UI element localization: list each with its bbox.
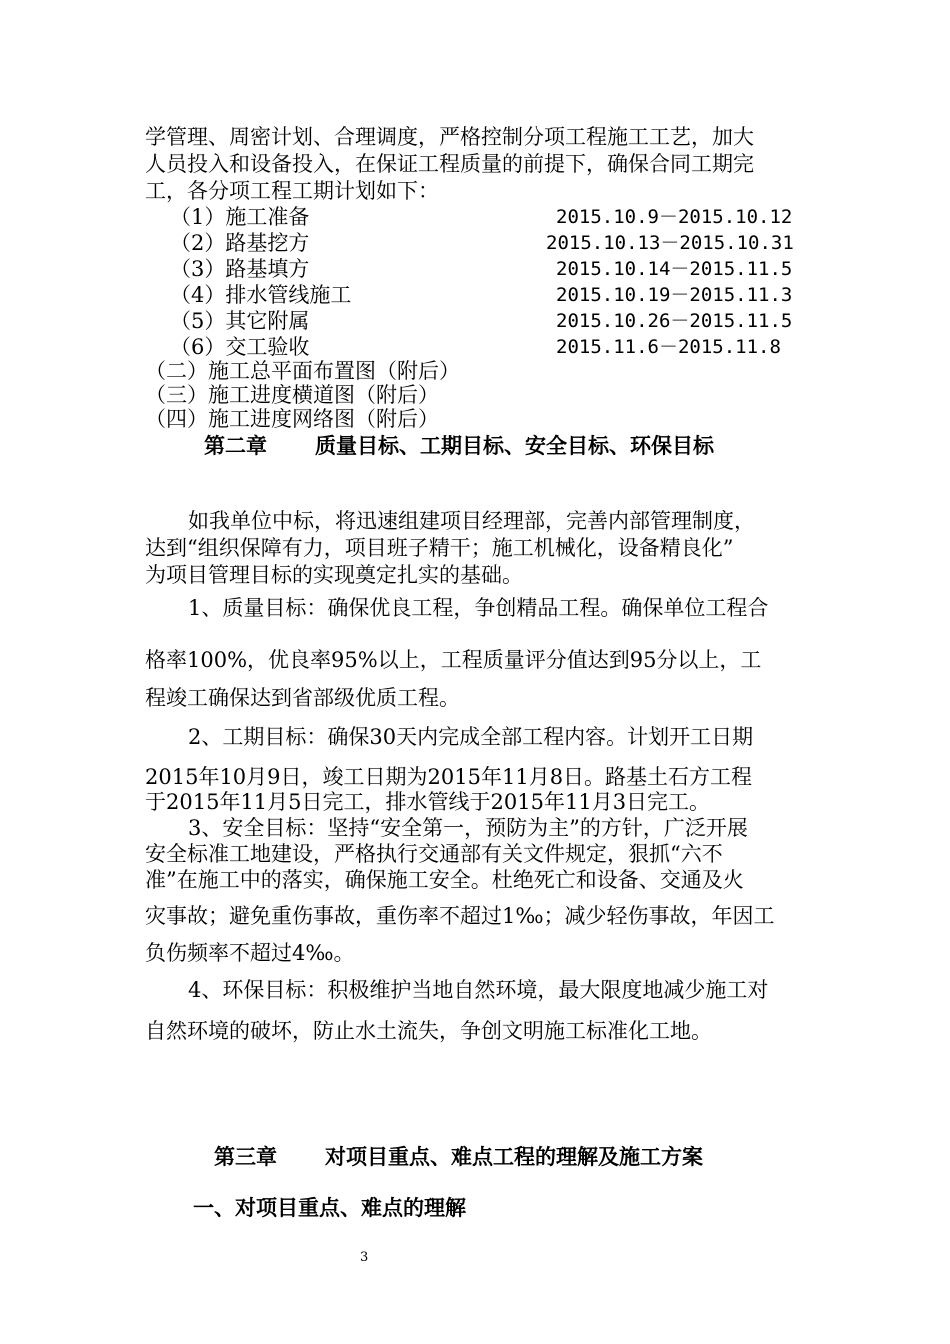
body-text-line: 于2015年11月5日完工，排水管线于2015年11月3日完工。 [145, 790, 711, 814]
schedule-item-dates: 2015.10.14－2015.11.5 [556, 258, 793, 280]
schedule-item-label: （1）施工准备 [170, 205, 310, 229]
schedule-item-dates: 2015.10.9－2015.10.12 [556, 206, 793, 228]
body-text-line: 2、工期目标：确保30天内完成全部工程内容。计划开工日期 [188, 725, 754, 749]
body-text-line: 负伤频率不超过4‰。 [145, 941, 355, 965]
schedule-item-label: （5）其它附属 [170, 309, 310, 333]
schedule-item-dates: 2015.11.6－2015.11.8 [556, 336, 781, 358]
body-text-line: 程竣工确保达到省部级优质工程。 [145, 686, 460, 710]
body-text-line: 自然环境的破坏，防止水土流失，争创文明施工标准化工地。 [145, 1019, 712, 1043]
schedule-item-label: （2）路基挖方 [170, 231, 310, 255]
schedule-item-label: （3）路基填方 [170, 257, 310, 281]
schedule-item-label: （4）排水管线施工 [170, 283, 352, 307]
schedule-item-dates: 2015.10.19－2015.11.3 [556, 284, 793, 306]
schedule-item-dates: 2015.10.13－2015.10.31 [546, 232, 794, 254]
body-text-line: 4、环保目标：积极维护当地自然环境，最大限度地减少施工对 [188, 978, 769, 1002]
chapter-title: 质量目标、工期目标、安全目标、环保目标 [315, 434, 714, 458]
body-text-line: 工，各分项工程工期计划如下： [145, 179, 439, 203]
attachment-line: （二）施工总平面布置图（附后） [145, 359, 460, 383]
body-text-line: 2015年10月9日，竣工日期为2015年11月8日。路基土石方工程 [145, 765, 753, 789]
attachment-line: （三）施工进度横道图（附后） [145, 383, 439, 407]
chapter-title: 对项目重点、难点工程的理解及施工方案 [325, 1145, 703, 1169]
chapter-3-heading [214, 1147, 703, 1168]
body-text-line: 人员投入和设备投入，在保证工程质量的前提下，确保合同工期完 [145, 152, 754, 176]
body-text-line: 安全标准工地建设，严格执行交通部有关文件规定，狠抓“六不 [145, 842, 723, 866]
chapter-number: 第二章 [204, 434, 267, 458]
body-text-line: 如我单位中标，将迅速组建项目经理部，完善内部管理制度， [188, 509, 755, 533]
page-number: 3 [360, 1250, 369, 1265]
body-text-line: 3、安全目标：坚持“安全第一，预防为主”的方针，广泛开展 [188, 816, 748, 840]
body-text-line: 准”在施工中的落实，确保施工安全。杜绝死亡和设备、交通及火 [145, 868, 744, 892]
body-text-line: 灾事故；避免重伤事故，重伤率不超过1‰；减少轻伤事故，年因工 [145, 904, 775, 928]
body-text-line: 格率100%，优良率95%以上，工程质量评分值达到95分以上，工 [145, 648, 762, 672]
chapter-2-heading [204, 436, 714, 457]
section-heading: 一、对项目重点、难点的理解 [193, 1196, 466, 1220]
schedule-item-dates: 2015.10.26－2015.11.5 [556, 310, 793, 332]
schedule-item-label: （6）交工验收 [170, 335, 310, 359]
body-text-line: 1、质量目标：确保优良工程，争创精品工程。确保单位工程合 [188, 596, 769, 620]
attachment-line: （四）施工进度网络图（附后） [145, 407, 439, 431]
chapter-number: 第三章 [214, 1145, 277, 1169]
body-text-line: 学管理、周密计划、合理调度，严格控制分项工程施工工艺，加大 [145, 125, 754, 149]
body-text-line: 达到“组织保障有力，项目班子精干；施工机械化，设备精良化” [145, 536, 734, 560]
body-text-line: 为项目管理目标的实现奠定扎实的基础。 [145, 563, 523, 587]
